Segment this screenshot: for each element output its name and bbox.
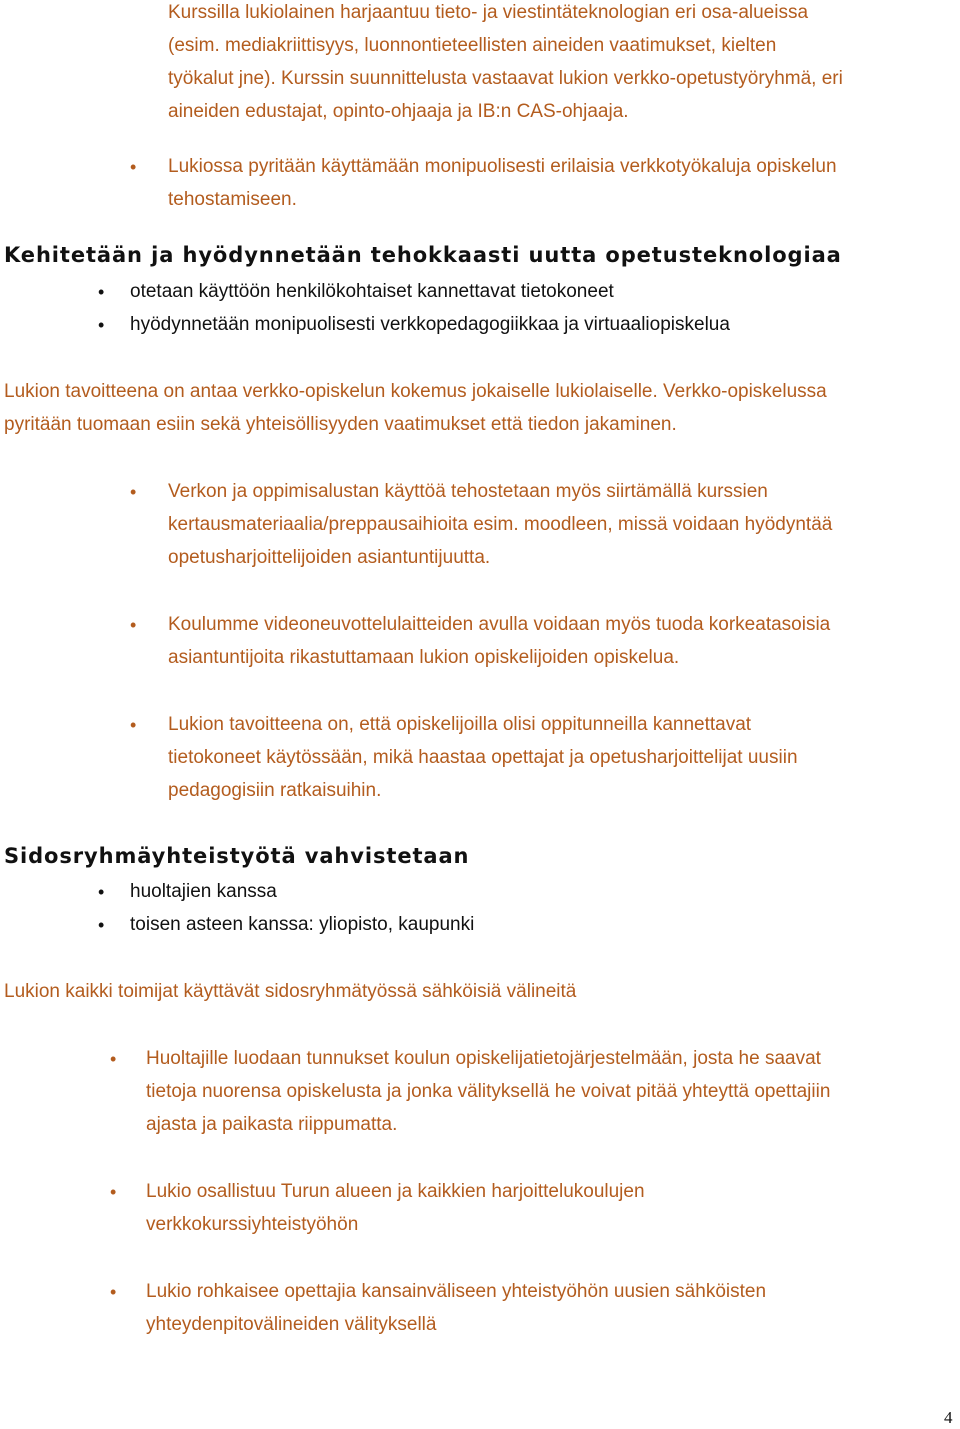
technology-detail-line: Verkon ja oppimisalustan käyttöä tehostetaan myös siirtämällä kurssien bbox=[168, 481, 768, 502]
stakeholder-detail-line: Lukio rohkaisee opettajia kansainväliseen yhteistyöhön uusien sähköisten bbox=[146, 1281, 767, 1302]
bullet-icon: • bbox=[130, 482, 137, 502]
section-heading-stakeholders: Sidosryhmäyhteistyötä vahvistetaan bbox=[4, 844, 470, 868]
intro-paragraph-line: työkalut jne). Kurssin suunnittelusta vastaavat lukion verkko-opetustyöryhmä, eri bbox=[168, 68, 843, 89]
bullet-icon: • bbox=[110, 1182, 117, 1202]
stakeholder-bullet: huoltajien kanssa bbox=[130, 881, 277, 902]
intro-paragraph-line: (esim. mediakriittisyys, luonnontieteellisten aineiden vaatimukset, kielten bbox=[168, 35, 777, 56]
bullet-icon: • bbox=[110, 1049, 117, 1069]
bullet-icon: • bbox=[98, 915, 105, 935]
technology-bullet: hyödynnetään monipuolisesti verkkopedagogiikkaa ja virtuaaliopiskelua bbox=[130, 314, 730, 335]
technology-detail-line: tietokoneet käytössään, mikä haastaa opettajat ja opetusharjoittelijat uusiin bbox=[168, 747, 798, 768]
bullet-icon: • bbox=[98, 882, 105, 902]
intro-paragraph-line: Kurssilla lukiolainen harjaantuu tieto- ja viestintäteknologian eri osa-alueissa bbox=[168, 2, 809, 23]
section-heading-technology: Kehitetään ja hyödynnetään tehokkaasti uutta opetusteknologiaa bbox=[4, 243, 842, 267]
bullet-icon: • bbox=[110, 1282, 117, 1302]
technology-goal-line: pyritään tuomaan esiin sekä yhteisöllisyyden vaatimukset että tiedon jakaminen. bbox=[4, 414, 677, 435]
technology-detail-line: pedagogisiin ratkaisuihin. bbox=[168, 780, 382, 801]
technology-detail-line: kertausmateriaalia/preppausaihioita esim. moodleen, missä voidaan hyödyntää bbox=[168, 514, 833, 535]
technology-detail-line: opetusharjoittelijoiden asiantuntijuutta. bbox=[168, 547, 491, 568]
bullet-icon: • bbox=[98, 315, 105, 335]
intro-paragraph-line: aineiden edustajat, opinto-ohjaaja ja IB:n CAS-ohjaaja. bbox=[168, 101, 629, 122]
stakeholder-detail-line: yhteydenpitovälineiden välityksellä bbox=[146, 1314, 437, 1335]
bullet-icon: • bbox=[130, 615, 137, 635]
intro-bullet-line: Lukiossa pyritään käyttämään monipuolisesti erilaisia verkkotyökaluja opiskelun bbox=[168, 156, 837, 177]
technology-detail-line: asiantuntijoita rikastuttamaan lukion opiskelijoiden opiskelua. bbox=[168, 647, 680, 668]
technology-goal-line: Lukion tavoitteena on antaa verkko-opiskelun kokemus jokaiselle lukiolaiselle. Verkko-opiskelussa bbox=[4, 381, 827, 402]
bullet-icon: • bbox=[130, 157, 137, 177]
bullet-icon: • bbox=[130, 715, 137, 735]
stakeholder-detail-line: Lukio osallistuu Turun alueen ja kaikkien harjoittelukoulujen bbox=[146, 1181, 645, 1202]
stakeholder-detail-line: ajasta ja paikasta riippumatta. bbox=[146, 1114, 398, 1135]
stakeholder-detail-line: Huoltajille luodaan tunnukset koulun opiskelijatietojärjestelmään, josta he saavat bbox=[146, 1048, 821, 1069]
technology-bullet: otetaan käyttöön henkilökohtaiset kannettavat tietokoneet bbox=[130, 281, 614, 302]
intro-bullet-line: tehostamiseen. bbox=[168, 189, 297, 210]
stakeholder-detail-line: tietoja nuorensa opiskelusta ja jonka välityksellä he voivat pitää yhteyttä opettajiin bbox=[146, 1081, 831, 1102]
stakeholder-bullet: toisen asteen kanssa: yliopisto, kaupunki bbox=[130, 914, 475, 935]
stakeholder-detail-line: verkkokurssiyhteistyöhön bbox=[146, 1214, 359, 1235]
stakeholder-goal-line: Lukion kaikki toimijat käyttävät sidosryhmätyössä sähköisiä välineitä bbox=[4, 981, 577, 1002]
technology-detail-line: Koulumme videoneuvottelulaitteiden avulla voidaan myös tuoda korkeatasoisia bbox=[168, 614, 831, 635]
bullet-icon: • bbox=[98, 282, 105, 302]
page-number: 4 bbox=[944, 1408, 953, 1427]
technology-detail-line: Lukion tavoitteena on, että opiskelijoilla olisi oppitunneilla kannettavat bbox=[168, 714, 752, 735]
